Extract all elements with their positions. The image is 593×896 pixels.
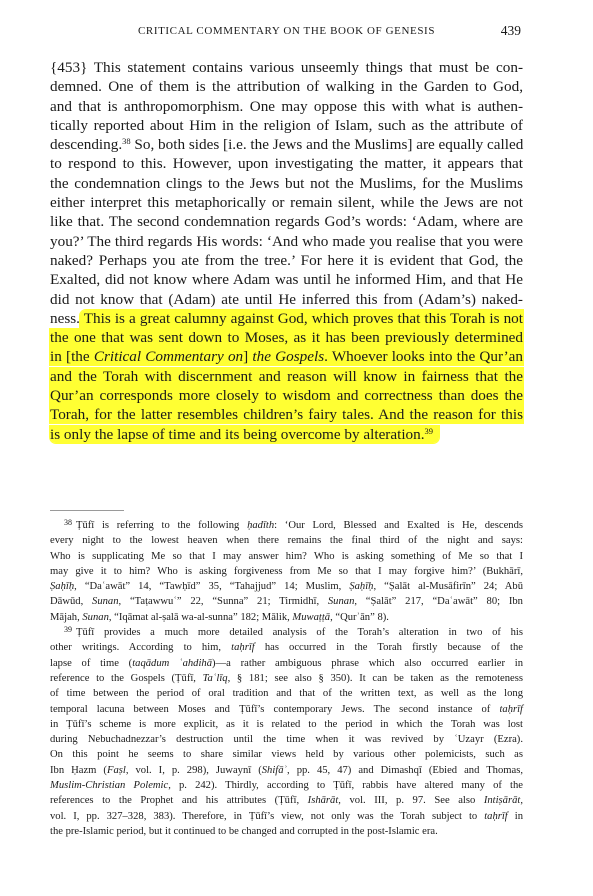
footnote-38-line: may give it to him? Who is asking forgiveness from Me so that I may forgive him?’ (Bukhārī, [50,565,523,577]
text-line: either interpret this metaphorically or remain silent, while the Jews are not [50,194,523,212]
text-line: like that. The second condemnation regards God’s words: ‘Adam, where are [50,213,523,231]
footnote-39-line: other writings. According to him, taḥrīf has occurred in the Torah firstly because of the [50,642,523,654]
footnote-39-line: vol. I, pp. 327–328, 383). Therefore, in Ṭūfī’s view, not only was the Torah subject to taḥrīf in [50,810,523,822]
footnote-39-line: Ibn Ḥazm (Faṣl, vol. I, p. 298), Juwaynī (Shifāʾ, pp. 45, 47) and Dimashqī (Ebied and Thomas, [50,764,523,776]
text-line: Exalted, did not know where Adam was until he informed Him, and that He [50,271,523,289]
footnote-39-line: lapse of time (taqādum ʿahdihā)—a rather ambiguous phrase which also occurred earlier in [50,657,523,669]
text-line: and that is anthropomorphism. One may oppose this with what is authen- [50,97,523,115]
highlighted-text[interactable]: is only the lapse of time and its being overcome by alteration.$^{39}$ [50,426,439,443]
text-line [50,425,523,444]
text-line: you?’ The third regards His words: ‘And who made you realise that you were [50,232,523,250]
text-line [50,328,523,347]
footnote-ref-38[interactable]: 38 [122,136,131,147]
footnote-38-line: Who is supplicating Me so that I may answer him? Who is asking something of Me so that I [50,550,523,562]
footnote-39-line: of time between the period of oral tradition and that of the written text, as well as the long [50,688,523,700]
footnote-ref-39[interactable]: 39 [424,425,434,436]
text-line: naked? Perhaps you ate from the tree.’ For here it is evident that God, the [50,251,523,269]
main-paragraph [50,58,523,444]
footnote-39-line: $^{39}$ Ṭūfī provides a much more detailed analysis of the Torah’s alteration in two of his [64,625,523,639]
footnote-39-line: Muslim-Christian Polemic, p. 242). Thirdly, according to Ṭūfī, rabbis have altered many of the [50,780,524,792]
footnote-38-line: $^{38}$ Ṭūfī is referring to the following ḥadīth: ‘Our Lord, Blessed and Exalted is He, descends [64,518,523,531]
text-line: {453} This statement contains various unseemly things that must be con- [50,59,523,76]
running-title: CRITICAL COMMENTARY ON THE BOOK OF GENESIS [137,25,436,37]
highlighted-text[interactable]: Qur’an corresponds more closely to wisdom and correctness than does the [50,387,523,405]
text-line: descending.$^{38}$ So, both sides [i.e. the Jews and the Muslims] are equally called [50,136,524,154]
text-line: demned. One of them is the attribution of walking in the Garden to God, [50,78,523,96]
text-line [50,347,523,366]
footnote-38-line: every night to the lowest heaven when there remains the final third of the night and says: [50,535,523,547]
highlighted-text[interactable]: and the Torah with discernment and reason will know in fairness that the [50,367,523,385]
text-line: the condemnation clings to the Jews but not the Muslims, for the Muslims [50,174,523,192]
footnote-separator [50,510,124,511]
footnotes [50,518,523,839]
text-line [50,405,523,424]
highlighted-text[interactable]: Torah, for the latter resembles children’s fairy tales. And the reason for this [50,406,523,424]
footnote-39-line: On this point he seems to share similar views held by various other polemicists, such as [50,749,523,761]
footnote-38-line: Dāwūd, Sunan, “Taṭawwuʿ” 22, “Sunna” 21; Tirmidhī, Sunan, “Ṣalāt” 217, “Daʿawāt” 80; Ibn [50,596,523,608]
text-line: did not know that (Adam) ate until He inferred this from (Adam’s) naked- [50,290,523,308]
footnote-39-line: references to the Prophet and his attributes (Ṭūfī, Ishārāt, vol. III, p. 97. See also Intiṣārāt, [50,795,523,807]
footnote-39-line: the pre-Islamic period, but it continued to be changed and corrupted in the post-Islamic era. [50,825,438,837]
footnote-number: 39 [64,625,72,635]
footnote-number: 38 [64,518,72,527]
footnote-38-line: Ṣaḥīḥ, “Daʿawāt” 14, “Tawḥīd” 35, “Tahajjud” 14; Muslim, Ṣaḥīḥ, “Ṣalāt al-Musāfirīn” 24; Abū [50,581,523,593]
text-line [50,386,523,405]
highlighted-text[interactable]: This is a great calumny against God, which proves that this Torah is not [79,309,523,327]
text-line: ness. This is a great calumny against God, which proves that this Torah is not [50,309,523,327]
footnote-38-line: Mājah, Sunan, “Iqāmat al-ṣalā wa-al-sunna” 182; Mālik, Muwaṭṭā, “Qurʾān” 8). [50,611,389,623]
footnote-39-line: in Ṭūfī’s scheme is more explicit, as it is related to the period in which the Torah was lost [50,718,523,730]
text-line [50,367,523,386]
footnote-39-line: during Nebuchadnezzar’s destruction until the time when it was revived by ʿUzayr (Ezra). [50,734,523,746]
text-line: to respond to this. However, upon investigating the matter, it appears that [50,155,523,173]
highlighted-text[interactable]: in [the Critical Commentary on] the Gospels. Whoever looks into the Qur’an [50,348,523,366]
footnote-39-line: reference to the Gospels (Ṭūfī, Taʿlīq, § 181; see also § 350). It can be taken as the remoteness [50,672,523,684]
highlighted-text[interactable]: the one that was sent down to Moses, as it has been previously determined [50,329,523,347]
text-line: tically reported about Him in the religion of Islam, such as the attribute of [50,116,523,134]
page-number: 439 [500,23,521,38]
page-header [50,21,523,41]
footnote-39-line: temporal lacuna between Moses and Ṭūfī’s contemporary Jews. The second instance of taḥrīf [50,703,523,715]
